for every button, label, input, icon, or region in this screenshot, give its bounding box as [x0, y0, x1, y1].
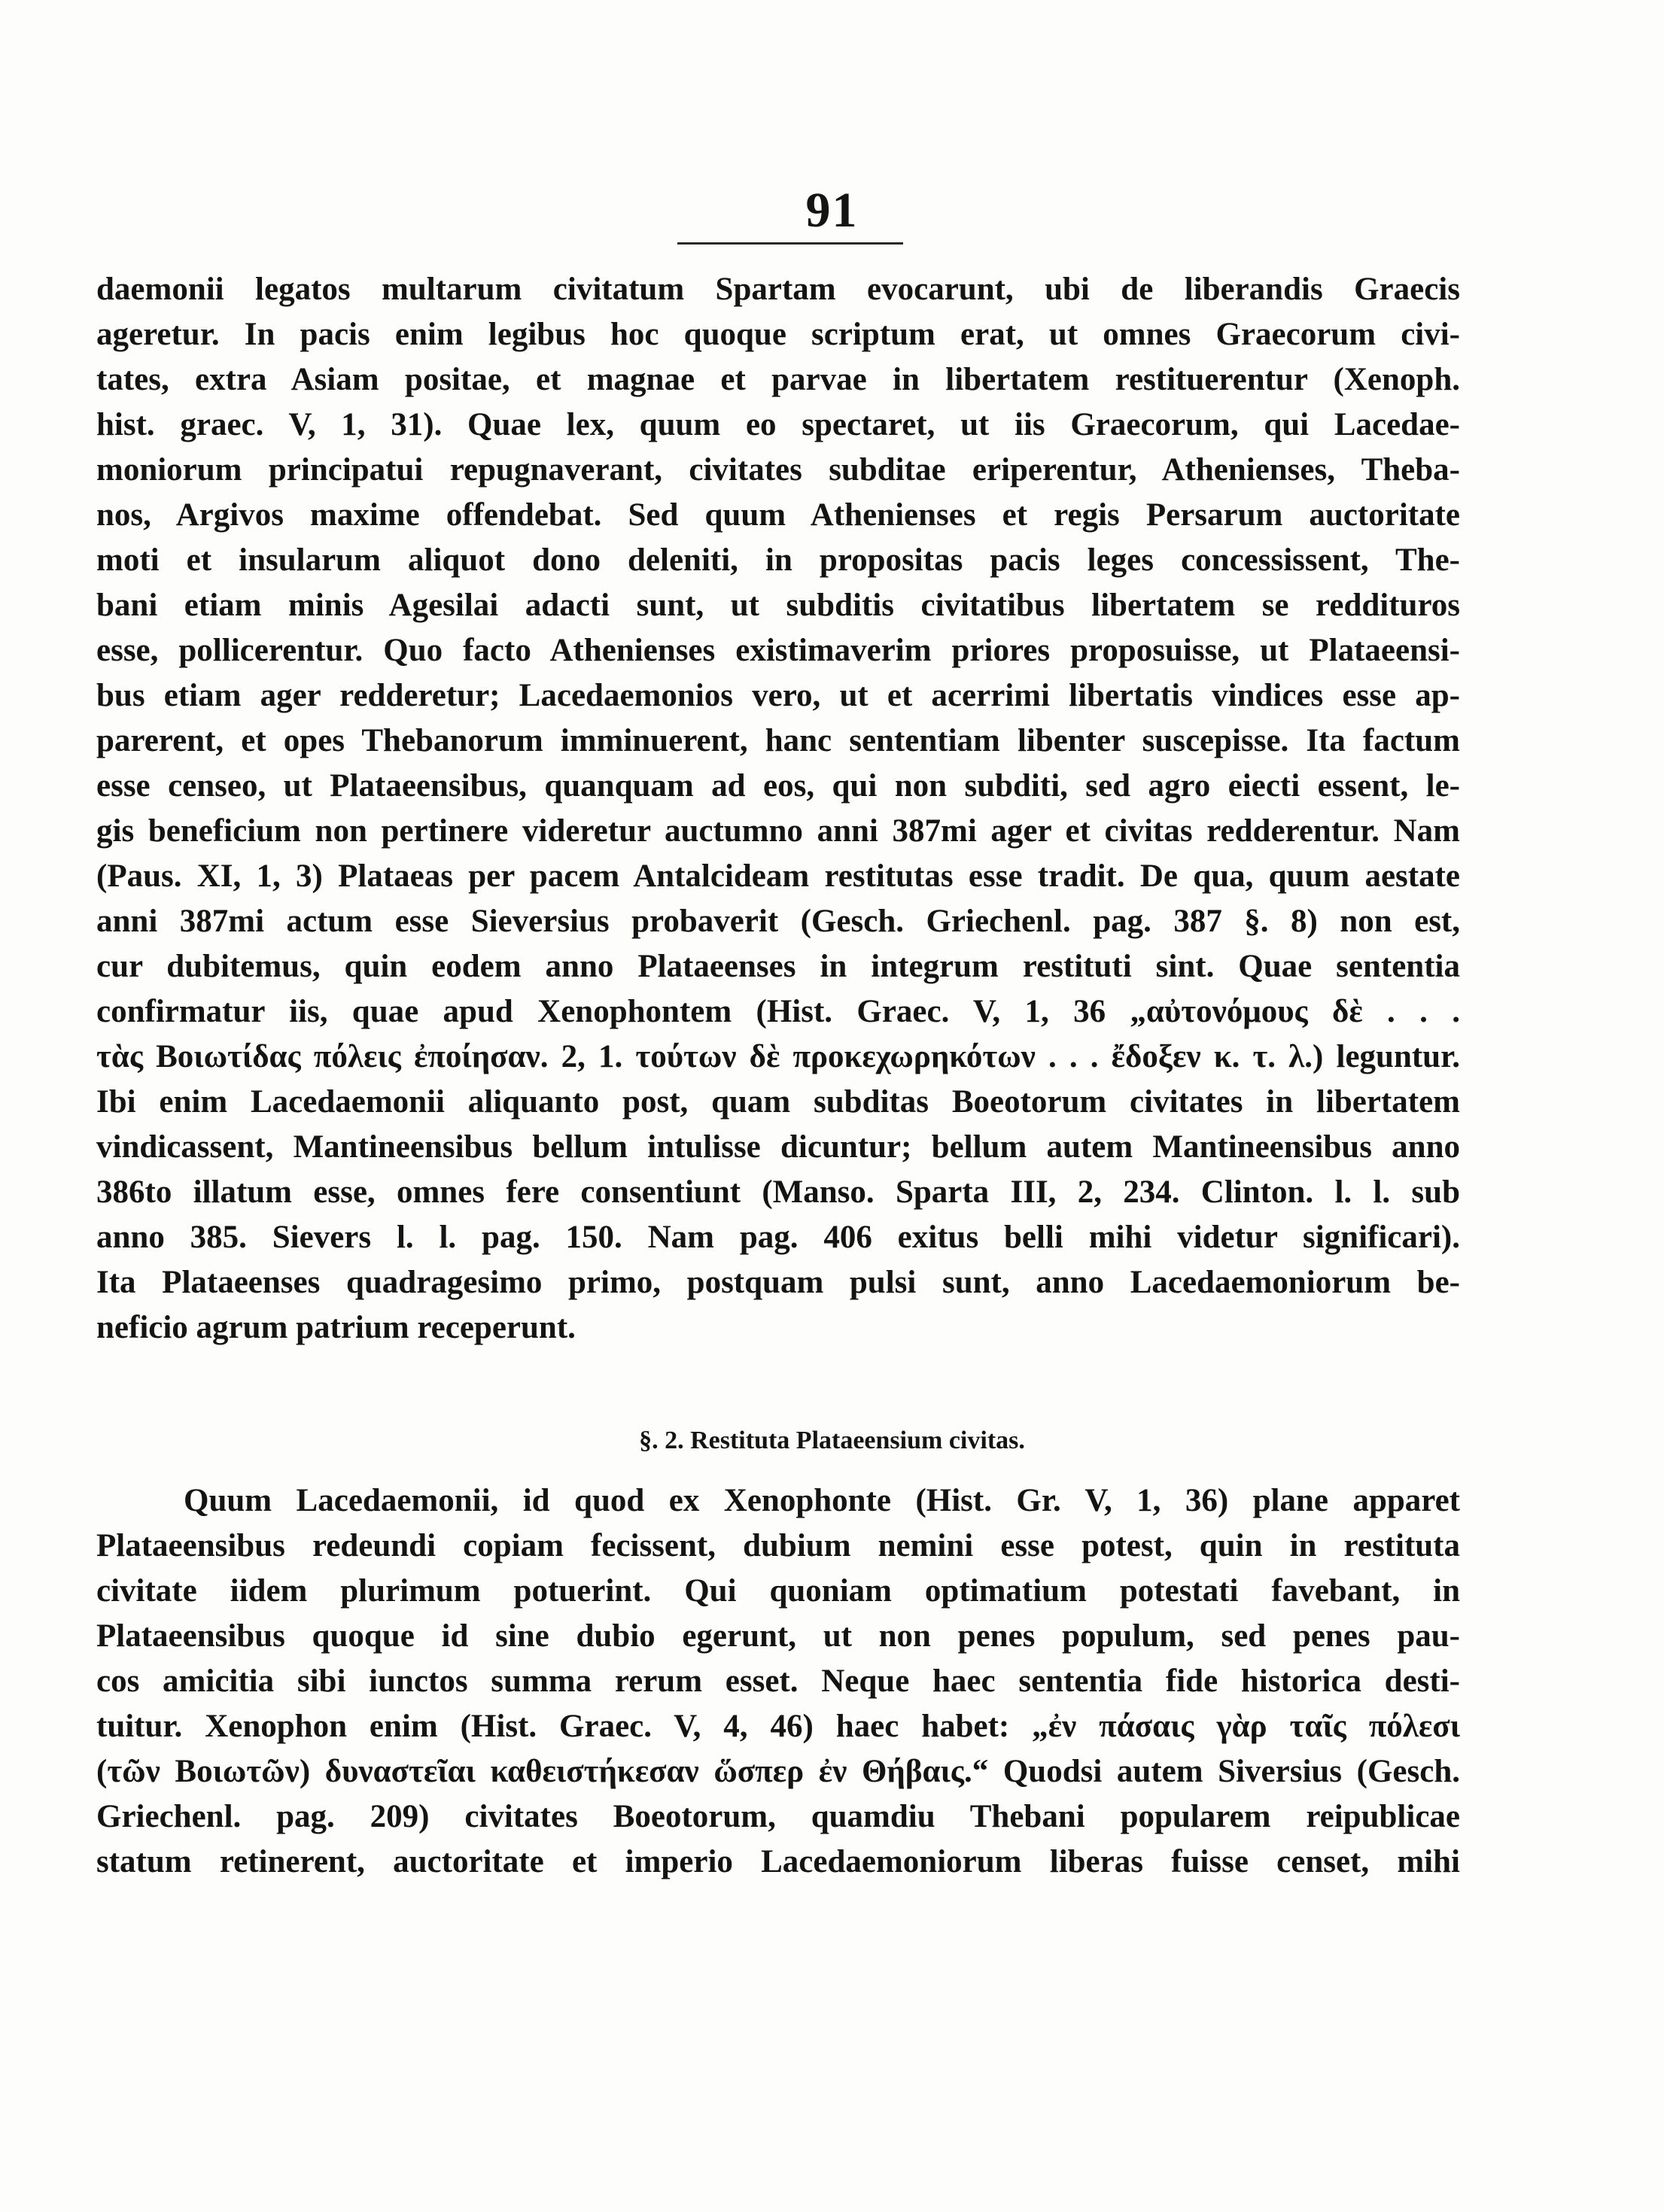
text-line: τὰς Βοιωτίδας πόλεις ἐποίησαν. 2, 1. τούτων δὲ προκεχωρηκότων . . . ἔδοξεν κ. τ. λ.) leguntur.: [96, 1039, 1460, 1074]
text-line: Ibi enim Lacedaemonii aliquanto post, quam subditas Boeotorum civitates in libertatem: [96, 1084, 1460, 1120]
text-line: cos amicitia sibi iunctos summa rerum esset. Neque haec sententia fide historica desti-: [96, 1664, 1460, 1699]
text-line: hist. graec. V, 1, 31). Quae lex, quum eo spectaret, ut iis Graecorum, qui Lacedae-: [96, 407, 1460, 442]
text-line: Ita Plataeenses quadragesimo primo, postquam pulsi sunt, anno Lacedaemoniorum be-: [96, 1265, 1460, 1300]
paragraph-1: [96, 267, 1460, 1351]
page-number: 91: [805, 183, 859, 238]
text-line: statum retinerent, auctoritate et imperio Lacedaemoniorum liberas fuisse censet, mihi: [96, 1844, 1460, 1879]
text-line: vindicassent, Mantineensibus bellum intulisse dicuntur; bellum autem Mantineensibus anno: [96, 1129, 1460, 1165]
text-line: Plataeensibus quoque id sine dubio egerunt, ut non penes populum, sed penes pau-: [96, 1618, 1460, 1654]
text-line: anno 385. Sievers l. l. pag. 150. Nam pag. 406 exitus belli mihi videtur significari).: [96, 1220, 1460, 1255]
text-line: bani etiam minis Agesilai adacti sunt, ut subditis civitatibus libertatem se reddituros: [96, 588, 1460, 623]
text-line: Griechenl. pag. 209) civitates Boeotorum, quamdiu Thebani popularem reipublicae: [96, 1799, 1460, 1834]
text-line: tates, extra Asiam positae, et magnae et parvae in libertatem restituerentur (Xenoph.: [96, 362, 1460, 397]
text-line: (τῶν Βοιωτῶν) δυναστεῖαι καθειστήκεσαν ὥσπερ ἐν Θήβαις.“ Quodsi autem Siversius (Gesch.: [96, 1754, 1460, 1789]
text-line: Quum Lacedaemonii, id quod ex Xenophonte (Hist. Gr. V, 1, 36) plane apparet: [184, 1483, 1460, 1518]
paragraph-2: [96, 1478, 1460, 1885]
text-line: ageretur. In pacis enim legibus hoc quoque scriptum erat, ut omnes Graecorum civi-: [96, 317, 1460, 352]
text-line: confirmatur iis, quae apud Xenophontem (Hist. Graec. V, 1, 36 „αὐτονόμους δὲ . . .: [96, 994, 1460, 1029]
text-line: moti et insularum aliquot dono deleniti, in propositas pacis leges concessissent, The-: [96, 542, 1460, 578]
text-line: Plataeensibus redeundi copiam fecissent, dubium nemini esse potest, quin in restituta: [96, 1528, 1460, 1563]
text-line: neficio agrum patrium receperunt.: [96, 1310, 576, 1345]
text-line: parerent, et opes Thebanorum imminuerent, hanc sententiam libenter suscepisse. Ita factum: [96, 723, 1460, 758]
text-line: civitate iidem plurimum potuerint. Qui quoniam optimatium potestati favebant, in: [96, 1573, 1460, 1609]
text-line: 386to illatum esse, omnes fere consentiunt (Manso. Sparta III, 2, 234. Clinton. l. l. sub: [96, 1174, 1460, 1210]
text-line: nos, Argivos maxime offendebat. Sed quum Athenienses et regis Persarum auctoritate: [96, 497, 1460, 533]
text-line: esse, pollicerentur. Quo facto Athenienses existimaverim priores proposuisse, ut Plataeensi-: [96, 633, 1460, 668]
text-line: esse censeo, ut Plataeensibus, quanquam ad eos, qui non subditi, sed agro eiecti essent, le-: [96, 768, 1460, 804]
text-line: cur dubitemus, quin eodem anno Plataeenses in integrum restituti sint. Quae sententia: [96, 949, 1460, 984]
header-rule: [677, 242, 903, 245]
text-line: bus etiam ager redderetur; Lacedaemonios vero, ut et acerrimi libertatis vindices esse ap-: [96, 678, 1460, 713]
text-line: gis beneficium non pertinere videretur auctumno anni 387mi ager et civitas redderentur. Nam: [96, 813, 1460, 849]
text-line: (Paus. XI, 1, 3) Plataeas per pacem Antalcideam restitutas esse tradit. De qua, quum aestate: [96, 858, 1460, 894]
text-line: daemonii legatos multarum civitatum Spartam evocarunt, ubi de liberandis Graecis: [96, 272, 1460, 307]
text-line: tuitur. Xenophon enim (Hist. Graec. V, 4, 46) haec habet: „ἐν πάσαις γὰρ ταῖς πόλεσι: [96, 1709, 1460, 1744]
text-line: anni 387mi actum esse Sieversius probaverit (Gesch. Griechenl. pag. 387 §. 8) non est,: [96, 904, 1460, 939]
text-line: moniorum principatui repugnaverant, civitates subditae eriperentur, Athenienses, Theba-: [96, 452, 1460, 488]
section-heading: §. 2. Restituta Plataeensium civitas.: [639, 1427, 1025, 1454]
